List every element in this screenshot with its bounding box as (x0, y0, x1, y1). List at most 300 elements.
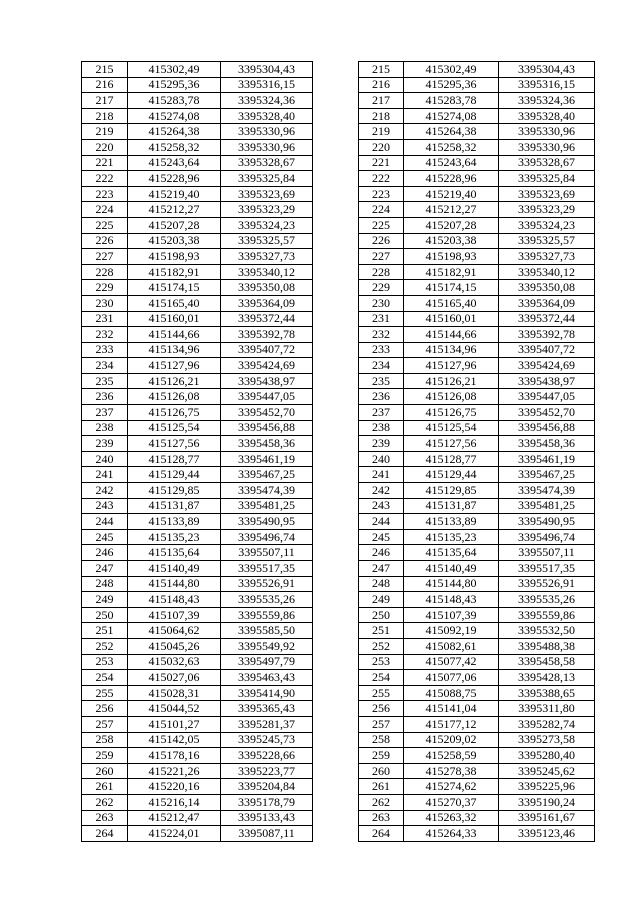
y-coordinate-cell: 3395467,25 (221, 467, 313, 483)
y-coordinate-cell: 3395178,79 (221, 794, 313, 810)
y-coordinate-cell: 3395324,23 (499, 217, 595, 233)
x-coordinate-cell: 415219,40 (128, 186, 221, 202)
point-number-cell: 222 (359, 171, 404, 187)
table-row (359, 810, 595, 826)
table-row (82, 389, 313, 405)
x-coordinate-cell: 415131,87 (128, 498, 221, 514)
y-coordinate-cell: 3395316,15 (221, 77, 313, 93)
y-coordinate-cell: 3395245,62 (499, 763, 595, 779)
point-number-cell: 229 (82, 280, 128, 296)
x-coordinate-cell: 415207,28 (128, 217, 221, 233)
table-row (82, 779, 313, 795)
point-number-cell: 260 (82, 763, 128, 779)
x-coordinate-cell: 415129,44 (128, 467, 221, 483)
x-coordinate-cell: 415278,38 (404, 763, 499, 779)
x-coordinate-cell: 415128,77 (128, 451, 221, 467)
y-coordinate-cell: 3395330,96 (499, 139, 595, 155)
table-row (359, 139, 595, 155)
x-coordinate-cell: 415129,85 (404, 483, 499, 499)
table-row (82, 794, 313, 810)
y-coordinate-cell: 3395328,67 (221, 155, 313, 171)
table-row (359, 124, 595, 140)
point-number-cell: 256 (82, 701, 128, 717)
y-coordinate-cell: 3395535,26 (499, 592, 595, 608)
table-row (359, 483, 595, 499)
table-row (82, 202, 313, 218)
point-number-cell: 218 (359, 108, 404, 124)
y-coordinate-cell: 3395340,12 (221, 264, 313, 280)
table-row (82, 249, 313, 265)
x-coordinate-cell: 415144,66 (128, 327, 221, 343)
x-coordinate-cell: 415127,96 (404, 358, 499, 374)
table-row (82, 654, 313, 670)
point-number-cell: 258 (359, 732, 404, 748)
x-coordinate-cell: 415182,91 (404, 264, 499, 280)
table-row (82, 264, 313, 280)
y-coordinate-cell: 3395559,86 (221, 607, 313, 623)
x-coordinate-cell: 415264,33 (404, 826, 499, 842)
point-number-cell: 243 (359, 498, 404, 514)
x-coordinate-cell: 415134,96 (128, 342, 221, 358)
point-number-cell: 235 (359, 373, 404, 389)
x-coordinate-cell: 415160,01 (404, 311, 499, 327)
x-coordinate-cell: 415198,93 (404, 249, 499, 265)
x-coordinate-cell: 415127,56 (128, 436, 221, 452)
table-row (359, 155, 595, 171)
table-row (359, 607, 595, 623)
x-coordinate-cell: 415135,64 (404, 545, 499, 561)
point-number-cell: 217 (82, 93, 128, 109)
y-coordinate-cell: 3395340,12 (499, 264, 595, 280)
point-number-cell: 225 (359, 217, 404, 233)
y-coordinate-cell: 3395323,29 (221, 202, 313, 218)
y-coordinate-cell: 3395507,11 (221, 545, 313, 561)
table-row (82, 467, 313, 483)
x-coordinate-cell: 415135,23 (128, 529, 221, 545)
point-number-cell: 237 (359, 405, 404, 421)
x-coordinate-cell: 415064,62 (128, 623, 221, 639)
y-coordinate-cell: 3395585,50 (221, 623, 313, 639)
y-coordinate-cell: 3395456,88 (499, 420, 595, 436)
table-row (359, 779, 595, 795)
y-coordinate-cell: 3395461,19 (499, 451, 595, 467)
point-number-cell: 228 (82, 264, 128, 280)
point-number-cell: 239 (359, 436, 404, 452)
table-row (359, 826, 595, 842)
y-coordinate-cell: 3395325,57 (221, 233, 313, 249)
table-row (82, 607, 313, 623)
table-row (359, 701, 595, 717)
table-row (359, 420, 595, 436)
x-coordinate-cell: 415126,75 (128, 405, 221, 421)
table-row (82, 108, 313, 124)
table-row (82, 545, 313, 561)
x-coordinate-cell: 415302,49 (128, 62, 221, 78)
table-row (82, 716, 313, 732)
x-coordinate-cell: 415127,56 (404, 436, 499, 452)
table-row (359, 654, 595, 670)
table-row (359, 217, 595, 233)
point-number-cell: 240 (82, 451, 128, 467)
table-row (82, 311, 313, 327)
x-coordinate-cell: 415126,08 (404, 389, 499, 405)
x-coordinate-cell: 415077,06 (404, 670, 499, 686)
point-number-cell: 231 (82, 311, 128, 327)
point-number-cell: 242 (82, 483, 128, 499)
point-number-cell: 227 (359, 249, 404, 265)
left-table-body (82, 62, 313, 842)
left-coordinates-table (81, 61, 313, 842)
x-coordinate-cell: 415274,08 (128, 108, 221, 124)
x-coordinate-cell: 415140,49 (404, 561, 499, 577)
table-row (359, 716, 595, 732)
y-coordinate-cell: 3395330,96 (221, 124, 313, 140)
x-coordinate-cell: 415203,38 (128, 233, 221, 249)
x-coordinate-cell: 415077,42 (404, 654, 499, 670)
y-coordinate-cell: 3395461,19 (221, 451, 313, 467)
y-coordinate-cell: 3395392,78 (221, 327, 313, 343)
x-coordinate-cell: 415295,36 (128, 77, 221, 93)
table-row (359, 202, 595, 218)
y-coordinate-cell: 3395161,67 (499, 810, 595, 826)
x-coordinate-cell: 415126,21 (128, 373, 221, 389)
x-coordinate-cell: 415212,47 (128, 810, 221, 826)
x-coordinate-cell: 415127,96 (128, 358, 221, 374)
y-coordinate-cell: 3395328,67 (499, 155, 595, 171)
x-coordinate-cell: 415220,16 (128, 779, 221, 795)
point-number-cell: 252 (359, 638, 404, 654)
x-coordinate-cell: 415032,63 (128, 654, 221, 670)
y-coordinate-cell: 3395526,91 (499, 576, 595, 592)
table-row (359, 249, 595, 265)
point-number-cell: 230 (359, 295, 404, 311)
point-number-cell: 255 (359, 685, 404, 701)
table-row (82, 436, 313, 452)
point-number-cell: 246 (359, 545, 404, 561)
x-coordinate-cell: 415198,93 (128, 249, 221, 265)
table-row (359, 638, 595, 654)
right-coordinates-table (358, 61, 595, 842)
y-coordinate-cell: 3395204,84 (221, 779, 313, 795)
point-number-cell: 236 (82, 389, 128, 405)
y-coordinate-cell: 3395225,96 (499, 779, 595, 795)
point-number-cell: 264 (82, 826, 128, 842)
point-number-cell: 262 (82, 794, 128, 810)
x-coordinate-cell: 415177,12 (404, 716, 499, 732)
point-number-cell: 234 (82, 358, 128, 374)
y-coordinate-cell: 3395245,73 (221, 732, 313, 748)
y-coordinate-cell: 3395452,70 (499, 405, 595, 421)
x-coordinate-cell: 415148,43 (128, 592, 221, 608)
table-row (82, 420, 313, 436)
point-number-cell: 256 (359, 701, 404, 717)
point-number-cell: 253 (82, 654, 128, 670)
y-coordinate-cell: 3395330,96 (221, 139, 313, 155)
x-coordinate-cell: 415133,89 (404, 514, 499, 530)
x-coordinate-cell: 415088,75 (404, 685, 499, 701)
y-coordinate-cell: 3395364,09 (499, 295, 595, 311)
table-row (82, 826, 313, 842)
point-number-cell: 242 (359, 483, 404, 499)
y-coordinate-cell: 3395474,39 (221, 483, 313, 499)
point-number-cell: 219 (82, 124, 128, 140)
y-coordinate-cell: 3395328,40 (499, 108, 595, 124)
table-row (359, 514, 595, 530)
x-coordinate-cell: 415126,75 (404, 405, 499, 421)
point-number-cell: 221 (359, 155, 404, 171)
table-row (82, 748, 313, 764)
point-number-cell: 262 (359, 794, 404, 810)
point-number-cell: 261 (82, 779, 128, 795)
x-coordinate-cell: 415142,05 (128, 732, 221, 748)
x-coordinate-cell: 415178,16 (128, 748, 221, 764)
y-coordinate-cell: 3395388,65 (499, 685, 595, 701)
table-row (82, 124, 313, 140)
y-coordinate-cell: 3395517,35 (221, 561, 313, 577)
table-row (82, 623, 313, 639)
x-coordinate-cell: 415216,14 (128, 794, 221, 810)
table-row (359, 451, 595, 467)
table-row (82, 139, 313, 155)
x-coordinate-cell: 415134,96 (404, 342, 499, 358)
y-coordinate-cell: 3395496,74 (221, 529, 313, 545)
table-row (82, 685, 313, 701)
y-coordinate-cell: 3395365,43 (221, 701, 313, 717)
y-coordinate-cell: 3395273,58 (499, 732, 595, 748)
y-coordinate-cell: 3395281,37 (221, 716, 313, 732)
y-coordinate-cell: 3395280,40 (499, 748, 595, 764)
point-number-cell: 259 (359, 748, 404, 764)
y-coordinate-cell: 3395311,80 (499, 701, 595, 717)
x-coordinate-cell: 415221,26 (128, 763, 221, 779)
point-number-cell: 225 (82, 217, 128, 233)
x-coordinate-cell: 415107,39 (128, 607, 221, 623)
table-row (359, 93, 595, 109)
table-row (82, 233, 313, 249)
table-row (359, 186, 595, 202)
x-coordinate-cell: 415212,27 (404, 202, 499, 218)
point-number-cell: 246 (82, 545, 128, 561)
x-coordinate-cell: 415129,85 (128, 483, 221, 499)
table-row (82, 810, 313, 826)
y-coordinate-cell: 3395323,69 (221, 186, 313, 202)
point-number-cell: 226 (82, 233, 128, 249)
table-row (82, 732, 313, 748)
table-row (82, 701, 313, 717)
point-number-cell: 221 (82, 155, 128, 171)
y-coordinate-cell: 3395490,95 (221, 514, 313, 530)
point-number-cell: 232 (359, 327, 404, 343)
y-coordinate-cell: 3395490,95 (499, 514, 595, 530)
table-row (82, 638, 313, 654)
table-row (82, 280, 313, 296)
point-number-cell: 222 (82, 171, 128, 187)
x-coordinate-cell: 415228,96 (404, 171, 499, 187)
table-row (82, 576, 313, 592)
point-number-cell: 224 (359, 202, 404, 218)
x-coordinate-cell: 415128,77 (404, 451, 499, 467)
x-coordinate-cell: 415207,28 (404, 217, 499, 233)
table-row (359, 373, 595, 389)
table-row (359, 670, 595, 686)
point-number-cell: 248 (359, 576, 404, 592)
point-number-cell: 244 (82, 514, 128, 530)
point-number-cell: 239 (82, 436, 128, 452)
table-row (359, 748, 595, 764)
y-coordinate-cell: 3395458,58 (499, 654, 595, 670)
table-row (82, 451, 313, 467)
point-number-cell: 259 (82, 748, 128, 764)
table-row (82, 405, 313, 421)
point-number-cell: 223 (82, 186, 128, 202)
point-number-cell: 261 (359, 779, 404, 795)
table-row (359, 592, 595, 608)
x-coordinate-cell: 415283,78 (128, 93, 221, 109)
point-number-cell: 237 (82, 405, 128, 421)
x-coordinate-cell: 415140,49 (128, 561, 221, 577)
point-number-cell: 220 (359, 139, 404, 155)
y-coordinate-cell: 3395350,08 (221, 280, 313, 296)
y-coordinate-cell: 3395517,35 (499, 561, 595, 577)
right-table-body (359, 62, 595, 842)
table-row (82, 93, 313, 109)
point-number-cell: 252 (82, 638, 128, 654)
table-row (359, 545, 595, 561)
point-number-cell: 231 (359, 311, 404, 327)
x-coordinate-cell: 415148,43 (404, 592, 499, 608)
y-coordinate-cell: 3395190,24 (499, 794, 595, 810)
point-number-cell: 254 (82, 670, 128, 686)
x-coordinate-cell: 415212,27 (128, 202, 221, 218)
table-row (359, 389, 595, 405)
point-number-cell: 260 (359, 763, 404, 779)
y-coordinate-cell: 3395323,69 (499, 186, 595, 202)
x-coordinate-cell: 415174,15 (128, 280, 221, 296)
point-number-cell: 229 (359, 280, 404, 296)
point-number-cell: 248 (82, 576, 128, 592)
y-coordinate-cell: 3395481,25 (221, 498, 313, 514)
y-coordinate-cell: 3395481,25 (499, 498, 595, 514)
table-row (359, 732, 595, 748)
point-number-cell: 230 (82, 295, 128, 311)
x-coordinate-cell: 415274,08 (404, 108, 499, 124)
x-coordinate-cell: 415243,64 (404, 155, 499, 171)
y-coordinate-cell: 3395463,43 (221, 670, 313, 686)
table-row (359, 77, 595, 93)
table-row (359, 342, 595, 358)
point-number-cell: 254 (359, 670, 404, 686)
y-coordinate-cell: 3395407,72 (499, 342, 595, 358)
x-coordinate-cell: 415302,49 (404, 62, 499, 78)
point-number-cell: 257 (82, 716, 128, 732)
y-coordinate-cell: 3395497,79 (221, 654, 313, 670)
table-row (359, 794, 595, 810)
table-row (359, 467, 595, 483)
y-coordinate-cell: 3395325,84 (499, 171, 595, 187)
table-row (82, 155, 313, 171)
x-coordinate-cell: 415174,15 (404, 280, 499, 296)
y-coordinate-cell: 3395228,66 (221, 748, 313, 764)
point-number-cell: 234 (359, 358, 404, 374)
point-number-cell: 236 (359, 389, 404, 405)
y-coordinate-cell: 3395325,57 (499, 233, 595, 249)
x-coordinate-cell: 415126,21 (404, 373, 499, 389)
x-coordinate-cell: 415160,01 (128, 311, 221, 327)
x-coordinate-cell: 415135,64 (128, 545, 221, 561)
table-row (359, 561, 595, 577)
x-coordinate-cell: 415258,32 (404, 139, 499, 155)
y-coordinate-cell: 3395438,97 (221, 373, 313, 389)
y-coordinate-cell: 3395438,97 (499, 373, 595, 389)
table-row (359, 233, 595, 249)
point-number-cell: 264 (359, 826, 404, 842)
point-number-cell: 217 (359, 93, 404, 109)
table-row (82, 186, 313, 202)
x-coordinate-cell: 415295,36 (404, 77, 499, 93)
x-coordinate-cell: 415027,06 (128, 670, 221, 686)
point-number-cell: 238 (82, 420, 128, 436)
point-number-cell: 224 (82, 202, 128, 218)
point-number-cell: 233 (82, 342, 128, 358)
point-number-cell: 233 (359, 342, 404, 358)
x-coordinate-cell: 415283,78 (404, 93, 499, 109)
y-coordinate-cell: 3395559,86 (499, 607, 595, 623)
point-number-cell: 249 (82, 592, 128, 608)
y-coordinate-cell: 3395456,88 (221, 420, 313, 436)
y-coordinate-cell: 3395452,70 (221, 405, 313, 421)
table-row (359, 763, 595, 779)
x-coordinate-cell: 415082,61 (404, 638, 499, 654)
x-coordinate-cell: 415258,59 (404, 748, 499, 764)
table-row (82, 529, 313, 545)
x-coordinate-cell: 415135,23 (404, 529, 499, 545)
x-coordinate-cell: 415182,91 (128, 264, 221, 280)
x-coordinate-cell: 415125,54 (404, 420, 499, 436)
point-number-cell: 258 (82, 732, 128, 748)
y-coordinate-cell: 3395123,46 (499, 826, 595, 842)
y-coordinate-cell: 3395223,77 (221, 763, 313, 779)
point-number-cell: 241 (359, 467, 404, 483)
y-coordinate-cell: 3395414,90 (221, 685, 313, 701)
point-number-cell: 244 (359, 514, 404, 530)
x-coordinate-cell: 415243,64 (128, 155, 221, 171)
y-coordinate-cell: 3395549,92 (221, 638, 313, 654)
point-number-cell: 257 (359, 716, 404, 732)
point-number-cell: 251 (359, 623, 404, 639)
x-coordinate-cell: 415219,40 (404, 186, 499, 202)
point-number-cell: 247 (82, 561, 128, 577)
table-row (82, 498, 313, 514)
point-number-cell: 216 (82, 77, 128, 93)
point-number-cell: 220 (82, 139, 128, 155)
y-coordinate-cell: 3395328,40 (221, 108, 313, 124)
point-number-cell: 238 (359, 420, 404, 436)
table-row (359, 62, 595, 78)
y-coordinate-cell: 3395324,23 (221, 217, 313, 233)
table-row (82, 561, 313, 577)
y-coordinate-cell: 3395532,50 (499, 623, 595, 639)
table-row (359, 108, 595, 124)
y-coordinate-cell: 3395447,05 (499, 389, 595, 405)
y-coordinate-cell: 3395474,39 (499, 483, 595, 499)
x-coordinate-cell: 415101,27 (128, 716, 221, 732)
y-coordinate-cell: 3395324,36 (499, 93, 595, 109)
point-number-cell: 232 (82, 327, 128, 343)
x-coordinate-cell: 415224,01 (128, 826, 221, 842)
x-coordinate-cell: 415144,80 (404, 576, 499, 592)
table-row (359, 280, 595, 296)
y-coordinate-cell: 3395330,96 (499, 124, 595, 140)
